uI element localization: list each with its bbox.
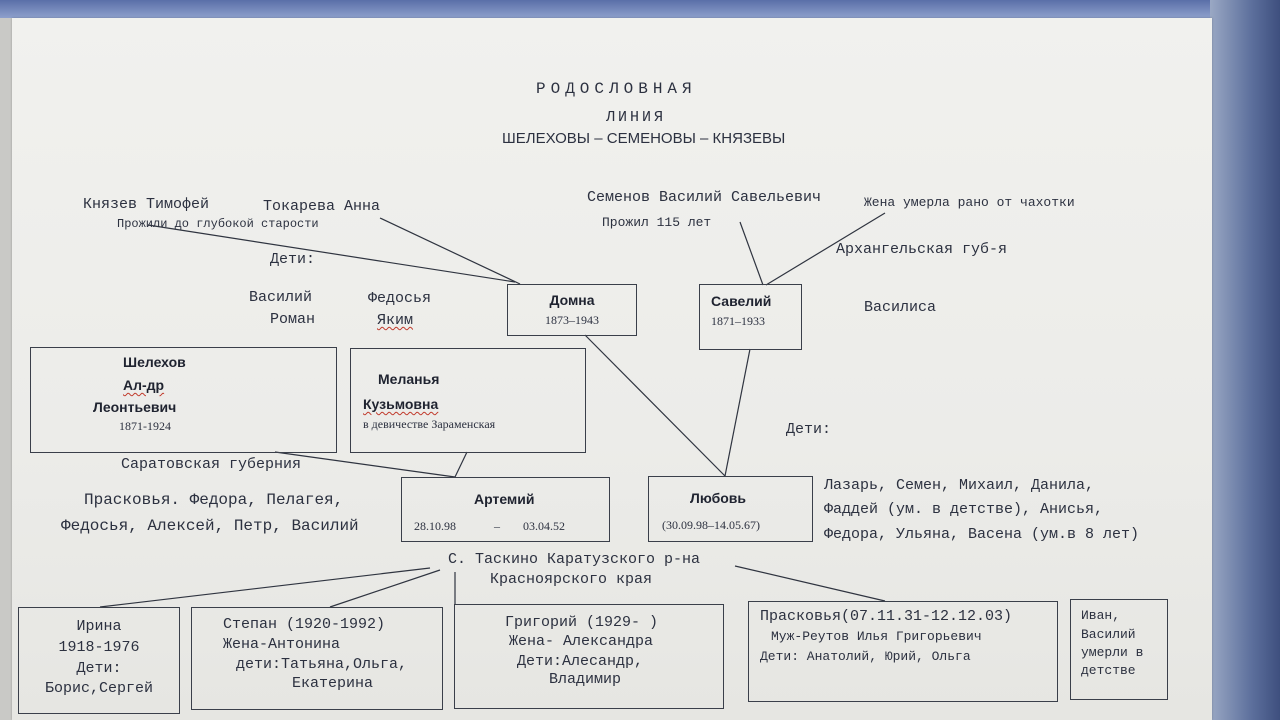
domna-years: 1873–1943	[545, 313, 599, 327]
saveliy-years: 1871–1933	[711, 314, 765, 328]
doc-subtitle: ЛИНИЯ	[606, 109, 667, 126]
region-arkhangelsk: Архангельская губ-я	[836, 241, 1008, 258]
child-roman: Роман	[270, 311, 316, 328]
person-box-lyubov	[648, 476, 813, 542]
monitor-bezel-right	[1210, 0, 1280, 720]
praskovya-name: Прасковья(07.11.31-12.12.03)	[760, 608, 1013, 625]
age-note: Прожил 115 лет	[602, 215, 712, 230]
child-vasiliy: Василий	[249, 289, 313, 306]
place-village: С. Таскино Каратузского р-на	[448, 551, 701, 568]
grandmother-left: Токарева Анна	[263, 198, 381, 215]
child-yakim: Яким	[377, 312, 414, 329]
lyubov-name: Любовь	[690, 490, 747, 506]
longevity-note: Прожили до глубокой старости	[117, 217, 319, 231]
child-box-ivan-vasiliy	[1070, 599, 1168, 700]
lyubov-siblings-2: Фаддей (ум. в детстве), Анисья,	[824, 501, 1104, 518]
grigoriy-children: Дети:Алесандр,	[517, 653, 644, 670]
lyubov-siblings-1: Лазарь, Семен, Михаил, Данила,	[824, 477, 1095, 494]
shelekhov-surname: Шелехов	[123, 354, 186, 370]
child-box-irina	[18, 607, 180, 714]
children-label-right: Дети:	[786, 421, 832, 438]
person-box-domna	[507, 284, 637, 336]
artemiy-name: Артемий	[474, 491, 535, 507]
artemiy-born: 28.10.98	[414, 519, 456, 533]
sibling-vasilisa: Василиса	[864, 299, 937, 316]
child-box-praskovya	[748, 601, 1058, 702]
stepan-name: Степан (1920-1992)	[223, 616, 386, 633]
person-box-artemiy	[401, 477, 610, 542]
shelekhov-firstname: Ал-др	[123, 377, 165, 393]
vasiliy-name: Василий	[1081, 627, 1136, 642]
stepan-children: дети:Татьяна,Ольга,	[236, 656, 408, 673]
place-region: Красноярского края	[490, 571, 653, 588]
melanya-maiden-note: в девичестве Зараменская	[363, 417, 496, 431]
shelekhov-years: 1871-1924	[119, 419, 171, 433]
domna-name: Домна	[549, 292, 595, 308]
shelekhov-patronymic: Леонтьевич	[93, 399, 177, 415]
child-box-stepan	[191, 607, 443, 710]
lyubov-siblings-3: Федора, Ульяна, Васена (ум.в 8 лет)	[824, 526, 1140, 543]
person-box-melanya	[350, 348, 586, 453]
wife-death-note: Жена умерла рано от чахотки	[864, 195, 1075, 210]
artemiy-dash: –	[494, 519, 500, 533]
saveliy-name: Савелий	[711, 293, 772, 309]
died-note-cont: детстве	[1081, 663, 1136, 678]
grandfather-right: Семенов Василий Савельевич	[587, 189, 822, 206]
ivan-name: Иван,	[1081, 608, 1121, 623]
melanya-firstname: Меланья	[378, 371, 440, 387]
died-note: умерли в	[1081, 645, 1144, 660]
region-saratov: Саратовская губерния	[121, 456, 302, 473]
child-fedosya: Федосья	[368, 290, 432, 307]
irina-name: Ирина	[76, 618, 122, 635]
melanya-patronymic: Кузьмовна	[363, 396, 439, 412]
irina-children-label: Дети:	[76, 660, 122, 677]
child-box-grigoriy	[454, 604, 724, 709]
grigoriy-children-cont: Владимир	[549, 671, 622, 688]
monitor-bezel-top	[0, 0, 1280, 18]
saratov-children-1: Прасковья. Федора, Пелагея,	[84, 491, 344, 509]
grigoriy-name: Григорий (1929- )	[505, 614, 659, 631]
irina-years: 1918-1976	[58, 639, 140, 656]
grandfather-left: Князев Тимофей	[83, 196, 210, 213]
saratov-children-2: Федосья, Алексей, Петр, Василий	[61, 517, 359, 535]
stepan-wife: Жена-Антонина	[223, 636, 341, 653]
grigoriy-wife: Жена- Александра	[509, 633, 654, 650]
children-label-left: Дети:	[270, 251, 316, 268]
lyubov-years: (30.09.98–14.05.67)	[662, 518, 760, 532]
praskovya-husband: Муж-Реутов Илья Григорьевич	[771, 629, 982, 644]
praskovya-children: Дети: Анатолий, Юрий, Ольга	[760, 649, 971, 664]
doc-title: РОДОСЛОВНАЯ	[536, 80, 697, 98]
irina-children: Борис,Сергей	[44, 680, 154, 697]
person-box-saveliy	[699, 284, 802, 350]
stepan-children-cont: Екатерина	[292, 675, 374, 692]
person-box-shelekhov	[30, 347, 337, 453]
doc-families: ШЕЛЕХОВЫ – СЕМЕНОВЫ – КНЯЗЕВЫ	[502, 130, 786, 147]
artemiy-died: 03.04.52	[523, 519, 565, 533]
